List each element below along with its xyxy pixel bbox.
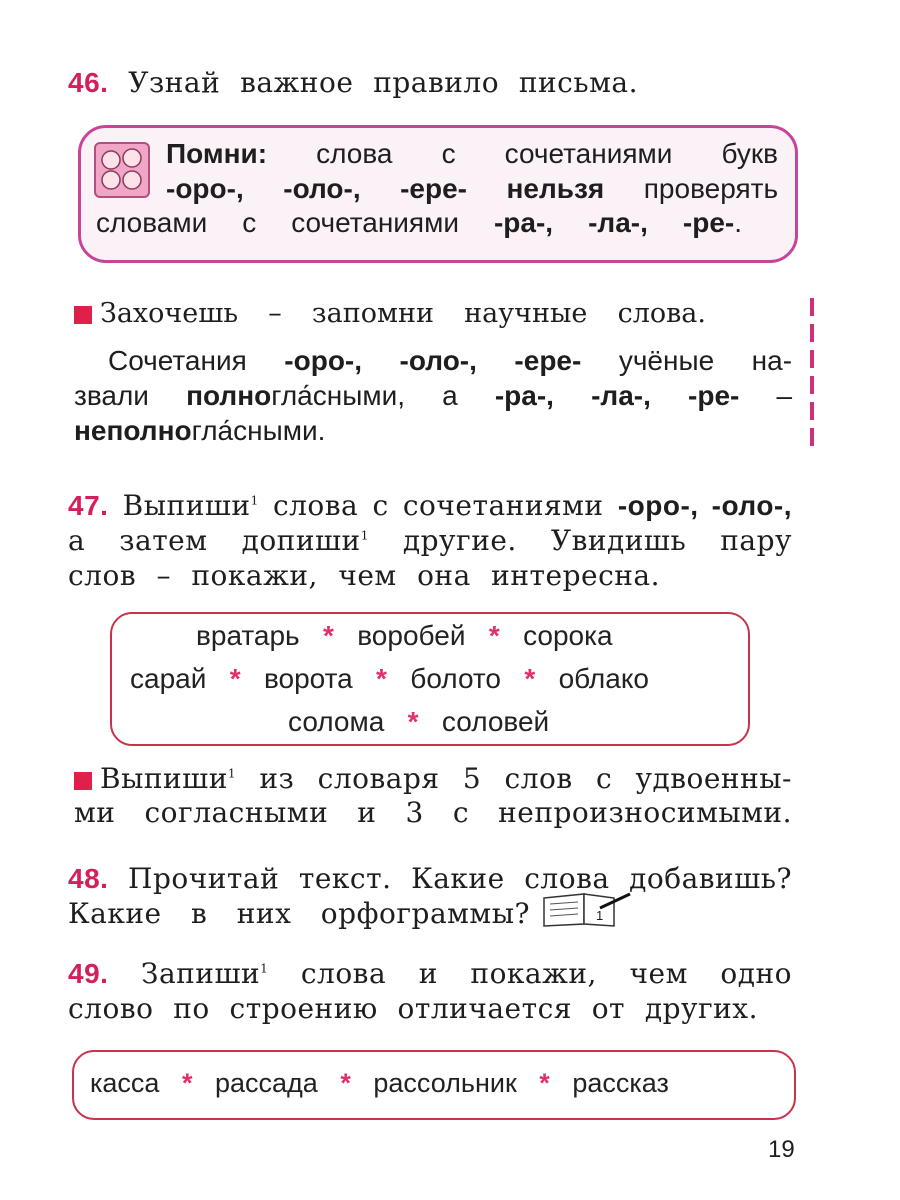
square-bullet-icon [74,772,92,790]
word: соловей [441,706,550,737]
task-text: Захочешь – запомни научные слова. [100,298,706,329]
rule-line-3 [96,207,742,239]
word-row-3 [288,706,549,738]
word: сарай [130,663,207,694]
ex49-text: Запиши [141,957,261,990]
word: сорока [523,620,613,651]
rule-text: . [734,207,742,238]
rule-nelzya: нельзя [506,173,605,204]
ex46-heading [68,66,638,99]
sci-line-2 [74,380,792,412]
word: облако [558,663,649,694]
combo: -оро-, [166,173,244,204]
word-row-49 [90,1068,669,1099]
word: рассада [215,1068,318,1098]
page-number: 19 [768,1136,795,1163]
combo: -ере- [400,173,468,204]
margin-mark [810,402,814,420]
word: рассказ [572,1068,669,1098]
rule-text: словами с сочетаниями [96,207,459,238]
sci-text: звали [74,380,149,411]
margin-mark [810,376,814,394]
combo: -ере- [514,345,582,376]
combo: -ла-, [588,207,648,238]
word-row-1 [196,620,613,652]
ex48-line-2 [68,897,530,930]
word-row-2 [130,663,649,695]
sci-text: Сочетания [108,345,247,376]
square-bullet-icon [74,306,92,324]
word: касса [90,1068,160,1098]
ex49-line-1 [68,957,792,990]
word: солома [288,706,385,737]
combo: -оро-, [284,345,363,376]
sci-text: учёные на- [618,345,793,376]
ex49-text: слова и покажи, чем одно [300,957,793,990]
ex46-title: Узнай важное правило письма. [128,66,638,99]
task-text: из словаря 5 слов с удвоенны- [259,762,792,795]
ex47-text: другие. Увидишь пару [402,524,792,557]
star-separator: * [376,663,387,694]
sci-text: – [776,380,793,411]
word: болото [410,663,501,694]
term-bold: полно [186,380,272,411]
ex48-line-1 [68,862,792,895]
footnote-mark: 1 [260,961,269,976]
star-separator: * [340,1068,351,1098]
rule-text: слова с сочетаниями букв [316,138,779,169]
rule-line-1 [166,138,778,170]
ex47-line-1 [68,489,792,522]
margin-mark [810,324,814,342]
book-number: 1 [596,908,604,923]
combo: -оло-, [399,345,477,376]
ex49-line-2 [68,992,758,1025]
ex47-text: а затем допиши [68,524,361,557]
task-text: ми согласными и 3 с непроизносимыми. [74,796,792,829]
star-separator: * [181,1068,193,1098]
term-bold: неполно [74,415,192,446]
word: рассольник [373,1068,517,1098]
ex47-task-line-1 [74,762,792,795]
combo: -ла-, [591,380,651,411]
footnote-mark: 1 [250,493,259,508]
word: ворота [263,663,353,694]
star-separator: * [229,663,241,694]
star-separator: * [539,1068,550,1098]
ex47-text: слова с сочетаниями [272,489,604,522]
ex46-number: 46. [68,67,109,98]
sci-line-3 [74,415,325,447]
task-remember [74,298,706,329]
star-separator: * [524,663,536,694]
footnote-mark: 1 [227,766,237,781]
combo: -ре- [688,380,740,411]
ex47-number: 47. [68,490,109,521]
margin-mark [810,350,814,368]
sci-text: гла́сными, а [271,380,458,411]
children-faces-icon [94,142,150,198]
sci-text: гла́сными. [191,415,326,446]
ex47-line-3 [68,559,660,592]
margin-mark [810,298,814,316]
word: вратарь [196,620,300,651]
ex47-line-2 [68,524,792,557]
star-separator: * [407,706,419,737]
star-separator: * [488,620,500,651]
task-text: Выпиши [100,762,228,795]
rule-lead: Помни: [166,138,268,169]
sci-line-1 [108,345,792,377]
margin-mark [810,428,814,446]
combo: -ра-, [493,207,554,238]
rule-line-2 [166,173,778,205]
book-icon [540,890,632,930]
word: воробей [357,620,466,651]
ex47-text: Выпиши [122,489,251,522]
ex48-text: Прочитай текст. Какие слова добавишь? [128,862,792,895]
combo: -оро-, -оло-, [617,490,793,521]
footnote-mark: 1 [360,528,369,543]
combo: -ра-, [494,380,554,411]
ex48-number: 48. [68,863,109,894]
combo: -оло-, [283,173,361,204]
ex47-task-line-2 [74,796,792,829]
star-separator: * [323,620,334,651]
combo: -ре- [682,207,735,238]
ex49-number: 49. [68,958,109,989]
ex49-text: слово по строению отличается от других. [68,992,758,1025]
ex48-text: Какие в них орфограммы? [68,897,530,930]
rule-text: проверять [643,173,779,204]
ex47-text: слов – покажи, чем она интересна. [68,559,660,592]
